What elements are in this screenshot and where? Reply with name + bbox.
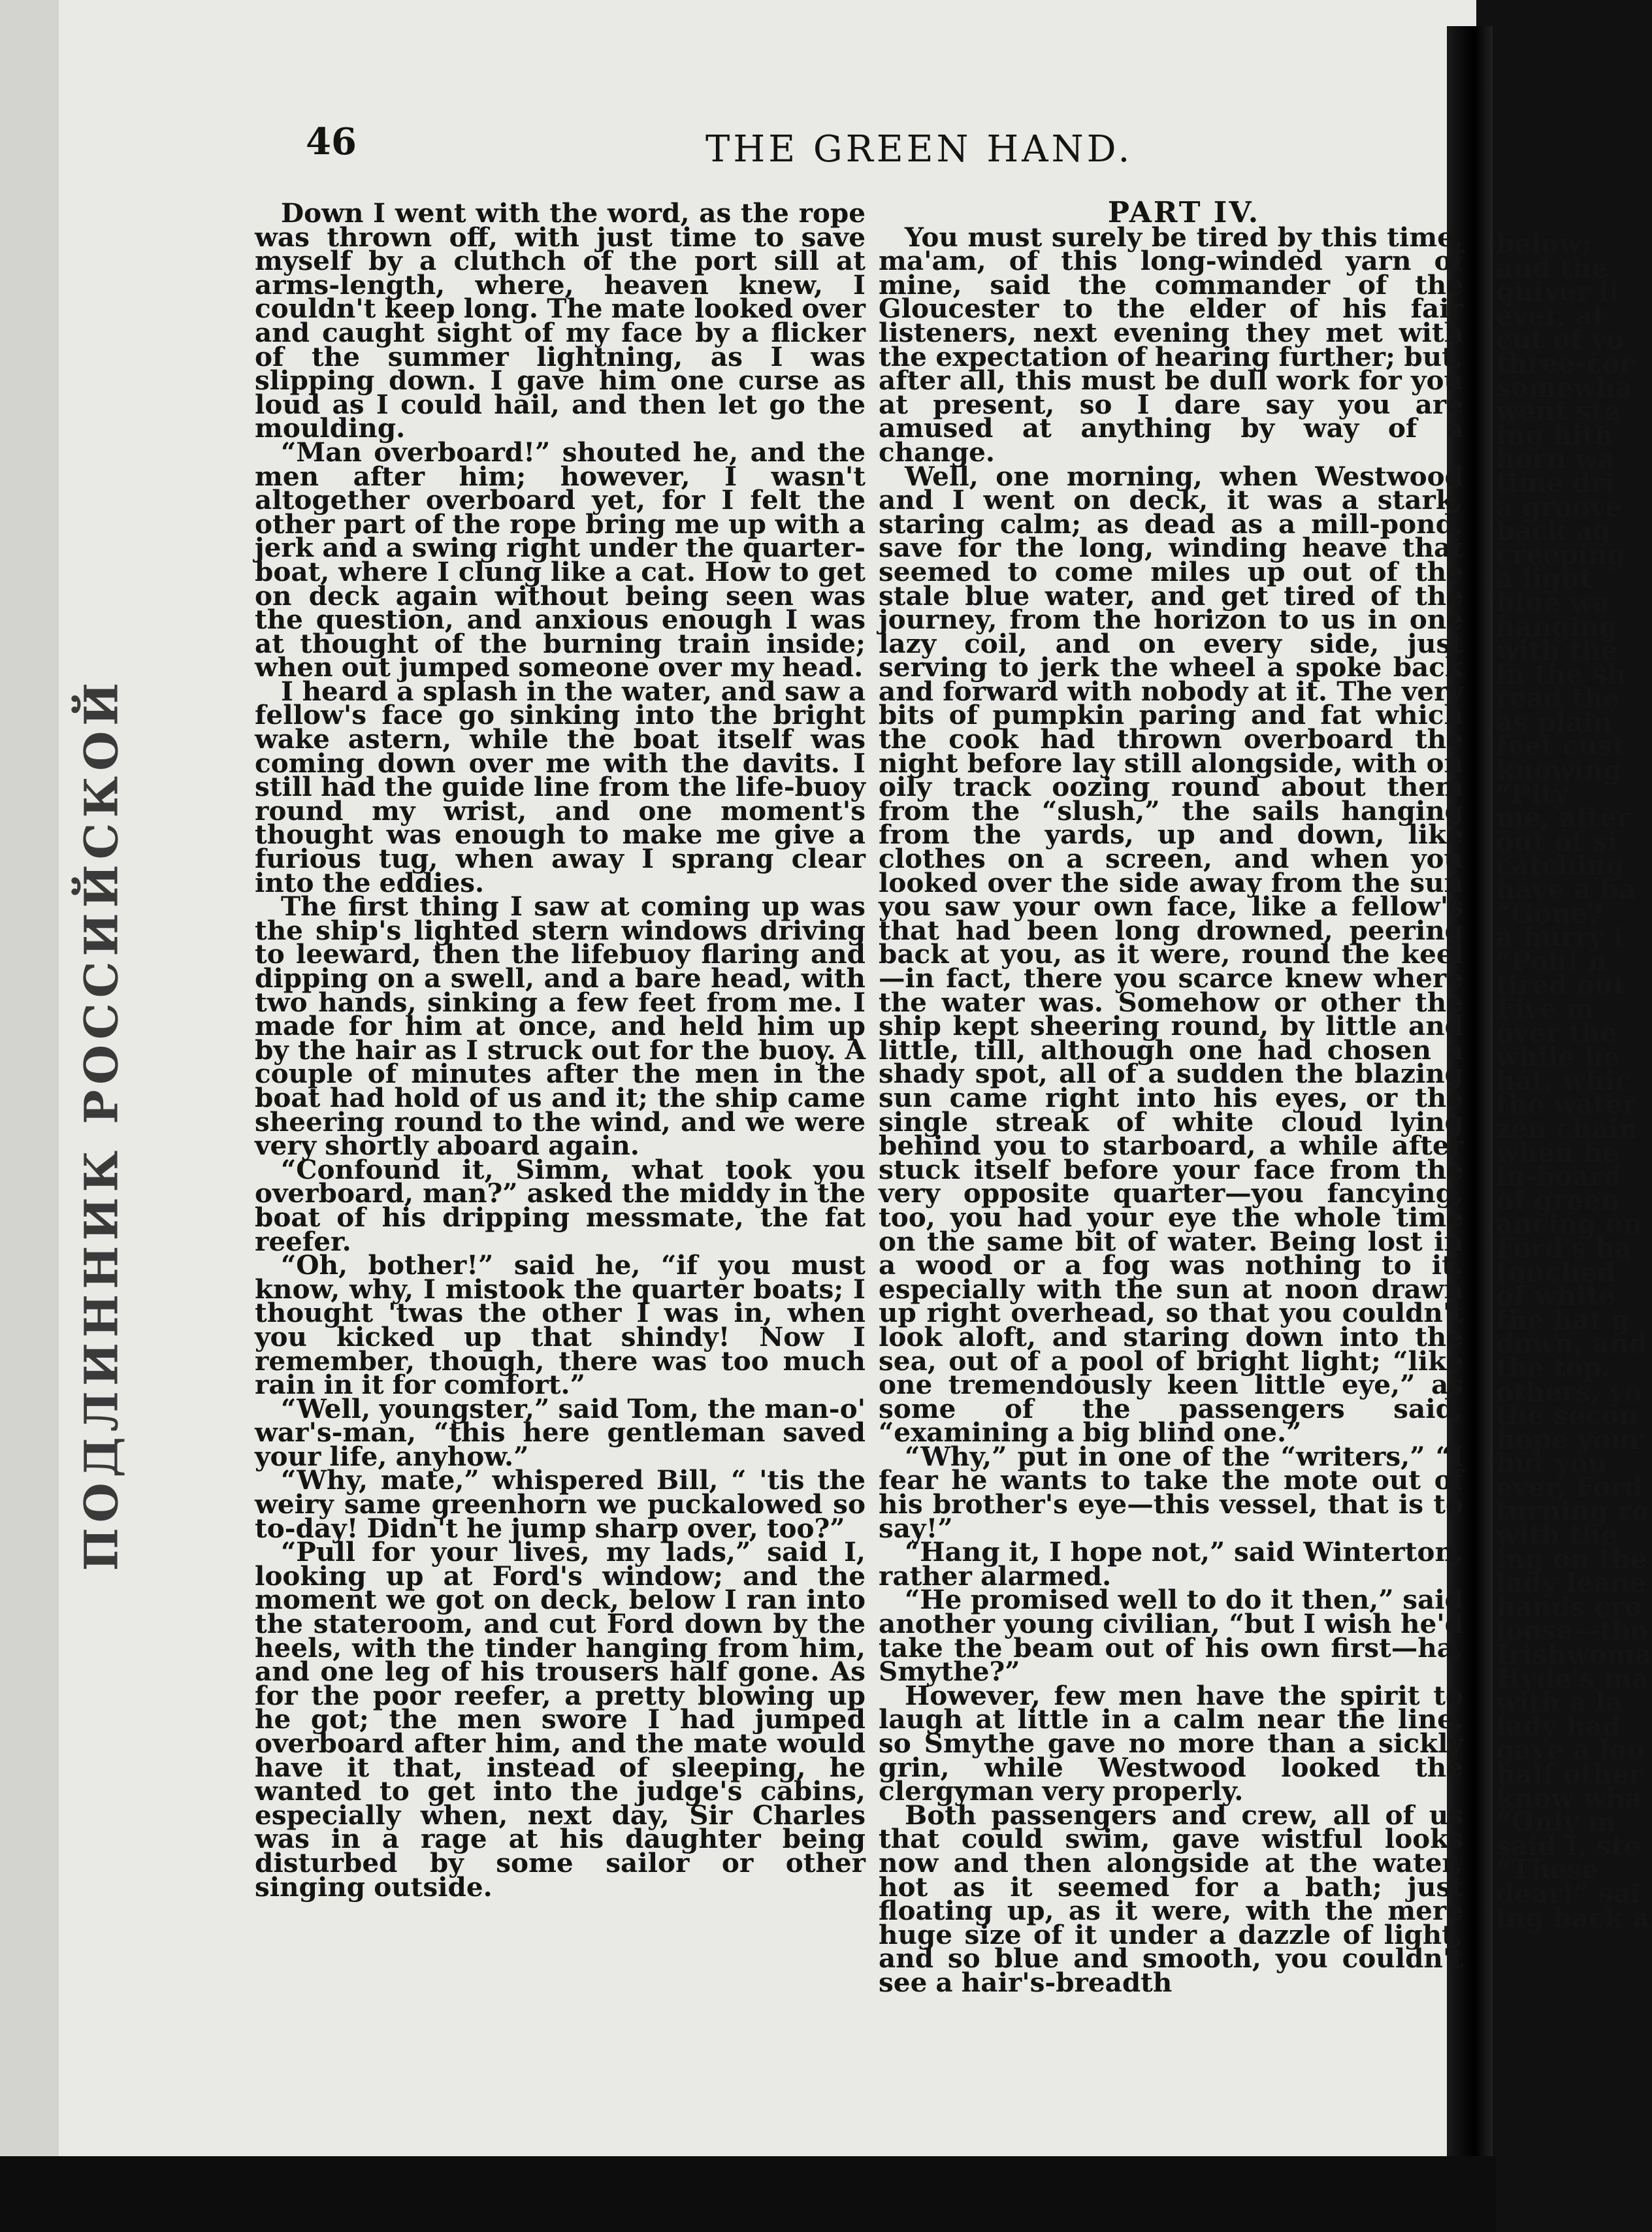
part-heading: PART IV.	[1107, 196, 1261, 229]
paragraph: “Hang it, I hope not,” said Winterton, rather alarmed.	[879, 1536, 1463, 1592]
facing-page-line: but you	[1496, 1447, 1608, 1479]
paragraph: “Pull for your lives, my lads,” said I, looking up at Ford's window; and the moment we got on deck, below I ran into the stateroom, and cut Ford down by the heels, with the tinder hanging from him, and one leg of his trousers half gone. As for the poor reefer, a pretty blowing up he got; the men swore I had jumped overboard after him, and the mate would have it that, instead of sleeping, he wanted to get into the judge's cabins, especially when, next day, Sir Charles was in a rage at his daughter being disturbed by some sailor or other singing outside.	[255, 1536, 866, 1903]
facing-page-line: gave a loo	[1496, 1734, 1645, 1766]
facing-page-line: “Pity	[1496, 778, 1569, 810]
paragraph: However, few men have the spirit to laugh at little in a calm near the line, so Smythe gave no more than a sickly grin, while Westwood looked the clergyman very properly.	[879, 1679, 1463, 1807]
paragraph: The first thing I saw at coming up was the ship's lighted stern windows driving to leeward, then the lifebuoy flaring and dipping on a swell, and a bare head, with two hands, sinking a few feet from me. I made for him at once, and held him up by the hair as I struck out for the buoy. A couple of minutes after the men in the boat had hold of us and it; the ship came sheering round to the wind, and we were very shortly aboard again.	[255, 891, 866, 1162]
facing-page-line: cut of yo	[1496, 323, 1624, 355]
facing-page-line: lady had	[1496, 1710, 1621, 1742]
facing-page-line: horn wa	[1496, 443, 1615, 475]
facing-page-line: creeping	[1496, 538, 1626, 570]
facing-page-line: know wha	[1496, 1782, 1643, 1814]
facing-page-line: me, after	[1496, 802, 1631, 834]
facing-page-line: tired out	[1496, 969, 1626, 1001]
facing-page-line: over the	[1496, 1017, 1617, 1049]
facing-page-line: turning ro	[1496, 1495, 1649, 1527]
paragraph: “He promised well to do it then,” said another young civilian, “but I wish he'd take the beam out of his own first—ha, Smythe?”	[879, 1584, 1463, 1688]
facing-page-line: and the	[1496, 252, 1609, 284]
margin-stamp-text: ПОДЛИННИК РОССИЙСКОЙ	[74, 677, 129, 1571]
paragraph: “Well, youngster,” said Tom, the man-o' war's-man, “this here gentleman saved your life, anyhow.”	[255, 1392, 866, 1472]
facing-page-line: have a ba	[1496, 874, 1636, 906]
facing-page-line: while he	[1496, 1041, 1621, 1073]
paragraph: “Man overboard!” shouted he, and the men after him; however, I wasn't altogether overboard yet, for I felt the other part of the rope bring me up with a jerk and a swing right under the quarter-boat, where I clung like a cat. How to get on deck again without being seen was the question, and anxious enough I was at thought of the burning train inside; when out jumped someone over my head.	[255, 436, 866, 683]
facing-page-line: ever, al	[1496, 299, 1603, 331]
facing-page-line: hope your	[1496, 1423, 1644, 1455]
facing-page-line: knowing	[1496, 754, 1622, 786]
facing-page-line: out of si	[1496, 825, 1617, 857]
facing-page-line: Irishwoma	[1496, 1639, 1652, 1671]
facing-page-line: back ag	[1496, 515, 1611, 547]
margin-library-stamp	[56, 677, 147, 1571]
facing-page-line: the top.	[1496, 1351, 1612, 1383]
page-number: 46	[306, 120, 357, 163]
facing-page-line: ing back a	[1496, 1901, 1649, 1933]
facing-page-line: with the	[1496, 1519, 1618, 1551]
facing-page-line: in the sh	[1496, 658, 1627, 690]
facing-page-line: with the	[1496, 634, 1618, 666]
facing-page-line: with a la	[1496, 1686, 1623, 1718]
facing-page-line: a groove	[1496, 491, 1623, 523]
facing-page-line: loose—tho	[1496, 1615, 1649, 1647]
facing-page-line: zen chain	[1496, 1112, 1638, 1144]
facing-page-line: the secon	[1496, 1400, 1638, 1432]
facing-page-line: quiver li	[1496, 276, 1619, 308]
facing-page-line: dear!” sai	[1496, 1877, 1641, 1909]
facing-page-line: down, and	[1496, 1328, 1647, 1360]
facing-page-line: ing hith	[1496, 419, 1614, 451]
facing-page-line: time dri	[1496, 467, 1615, 499]
paragraph: Down I went with the word, as the rope was thrown off, with just time to save myself by a cluthch of the port sill at arms-length, where, heaven knew, I couldn't keep long. The mate looked over and caught sight of my face by a flicker of the summer lightning, as I was slipping down. I gave him one curse as loud as I could hail, and then let go the moulding.	[255, 197, 866, 444]
facing-page-line: feet cust	[1496, 730, 1625, 762]
page-binding-margin	[0, 0, 59, 2176]
paragraph: “Confound it, Simm, what took you overboard, man?” asked the middy in the boat of his dripping messmate, the fat reefer.	[255, 1153, 866, 1257]
facing-page-line: lady leane	[1496, 1567, 1647, 1599]
facing-page-line: hanging	[1496, 610, 1618, 642]
facing-page-line: of white	[1496, 1280, 1615, 1312]
facing-page-line: blue wa	[1496, 586, 1610, 618]
scan-bottom-border	[0, 2156, 1496, 2232]
facing-page-line: Hyde's ma	[1496, 1662, 1649, 1694]
paragraph: Well, one morning, when Westwood and I went on deck, it was a stark, staring calm; as dead as a mill-pond, save for the long, winding heave that seemed to come miles up out of the stale blue water, and get tired of the journey, from the horizon to us in one lazy coil, and on every side, just serving to jerk the wheel a spoke back and forward with nobody at it. The very bits of pumpkin paring and fat which the cook had thrown overboard the night before lay still alongside, with on oily track oozing round about them from the “slush,” the sails hanging from the yards, up and down, like clothes on a screen, and when you looked over the side away from the sun you saw your own face, like a fellow's that had been long drowned, peering back at you, as it were, round the keel—in fact, there you scarce knew where the water was. Somehow or other the ship kept sheering round, by little and little, till, although one had chosen a shady spot, all of a sudden the blazing sun came right into his eyes, or the single streak of white cloud lying behind you to starboard, a while after stuck itself before your face from the very opposite quarter—you fancying, too, you had your eye the whole time on the same bit of water. Being lost in a wood or a fog was nothing to it. especially with the sun at noon drawn up right overhead, so that you couldn't look aloft, and staring down into the sea, out of a pool of bright light; “like one tremendously keen little eye,” as some of the passengers said, “examining a big blind one.”	[879, 460, 1463, 1449]
paragraph: “Why,” put in one of the “writers,” “I fear he wants to take the mote out of his brother's eye—this vessel, that is to say!”	[879, 1440, 1463, 1544]
facing-page-line: of green	[1496, 1184, 1620, 1216]
paragraph: You must surely be tired by this time, ma'am, of this long-winded yarn of mine, said the commander of the Gloucester to the elder of his fair listeners, next evening they met with the expectation of hearing further; but, after all, this must be dull work for you at present, so I dare say you are amused at anything by way of a change.	[879, 221, 1463, 468]
facing-page-line: when he	[1496, 1136, 1619, 1168]
facing-page-line: “Poh! n	[1496, 945, 1608, 977]
facing-page-line: the hat g	[1496, 1304, 1630, 1336]
middle-text-column	[879, 196, 1463, 1998]
facing-page-line: ever, Ford	[1496, 1471, 1643, 1503]
facing-page-line: half other	[1496, 1758, 1643, 1790]
paragraph: “Oh, bother!” said he, “if you must know, why, I mistook the quarter boats; I thought 'twas the other I was in, when you kicked up that shindy! Now I remember, though, there was too much rain in it for comfort.”	[255, 1249, 866, 1401]
facing-page-line: below;	[1496, 228, 1592, 259]
facing-page-line: a hurry i	[1496, 921, 1623, 953]
facing-page-line: somewha	[1496, 371, 1632, 403]
facing-page-line: hat, whic	[1496, 1064, 1631, 1096]
paragraph: Both passengers and crew, all of us that could swim, gave wistful looks now and then alongside at the water, hot as it seemed for a bath; just floating up, as it were, with the mere huge size of it under a dazzle of light, and so blue and smooth, you couldn't see a hair's-breadth	[879, 1799, 1463, 1998]
facing-page-line: a light	[1496, 563, 1593, 595]
facing-page-line: Ford's ha	[1496, 1232, 1632, 1264]
facing-page-text-fragment	[1496, 228, 1652, 1933]
facing-page-line: catching	[1496, 849, 1625, 881]
facing-page-line: three-cor	[1496, 347, 1634, 379]
facing-page-line: in-board	[1496, 1160, 1622, 1192]
facing-page-line: read the	[1496, 682, 1620, 714]
facing-page-line: touched	[1496, 1256, 1616, 1288]
facing-page-line: “Only m	[1496, 1806, 1616, 1838]
paragraph: I heard a splash in the water, and saw a fellow's face go sinking into the bright wake astern, while the boat itself was coming down over me with the davits. I still had the guide line from the life-buoy round my wrist, and one moment's thought was enough to make me give a furious tug, when away I sprang clear into the eddies.	[255, 675, 866, 898]
left-text-column	[255, 197, 866, 1903]
facing-page-line: ing on the	[1496, 1543, 1647, 1575]
facing-page-line: as plain	[1496, 706, 1612, 738]
running-head: THE GREEN HAND.	[705, 128, 1133, 171]
facing-page-line: hands cro	[1496, 1590, 1642, 1622]
facing-page-line: ancing on	[1496, 1208, 1643, 1240]
facing-page-line: went ste	[1496, 395, 1621, 427]
facing-page-line: said I, ste	[1496, 1830, 1641, 1862]
paragraph: “Why, mate,” whispered Bill, “ 'tis the weiry same greenhorn we puckalowed so to-day! Didn't he jump sharp over, too?”	[255, 1464, 866, 1544]
facing-page-line: “These	[1496, 1854, 1599, 1886]
facing-page-line: “Gone?	[1496, 897, 1603, 929]
facing-page-line: others, yo	[1496, 1375, 1642, 1407]
facing-page-line: the water	[1496, 1089, 1636, 1121]
facing-page-line: Five m	[1496, 993, 1595, 1025]
